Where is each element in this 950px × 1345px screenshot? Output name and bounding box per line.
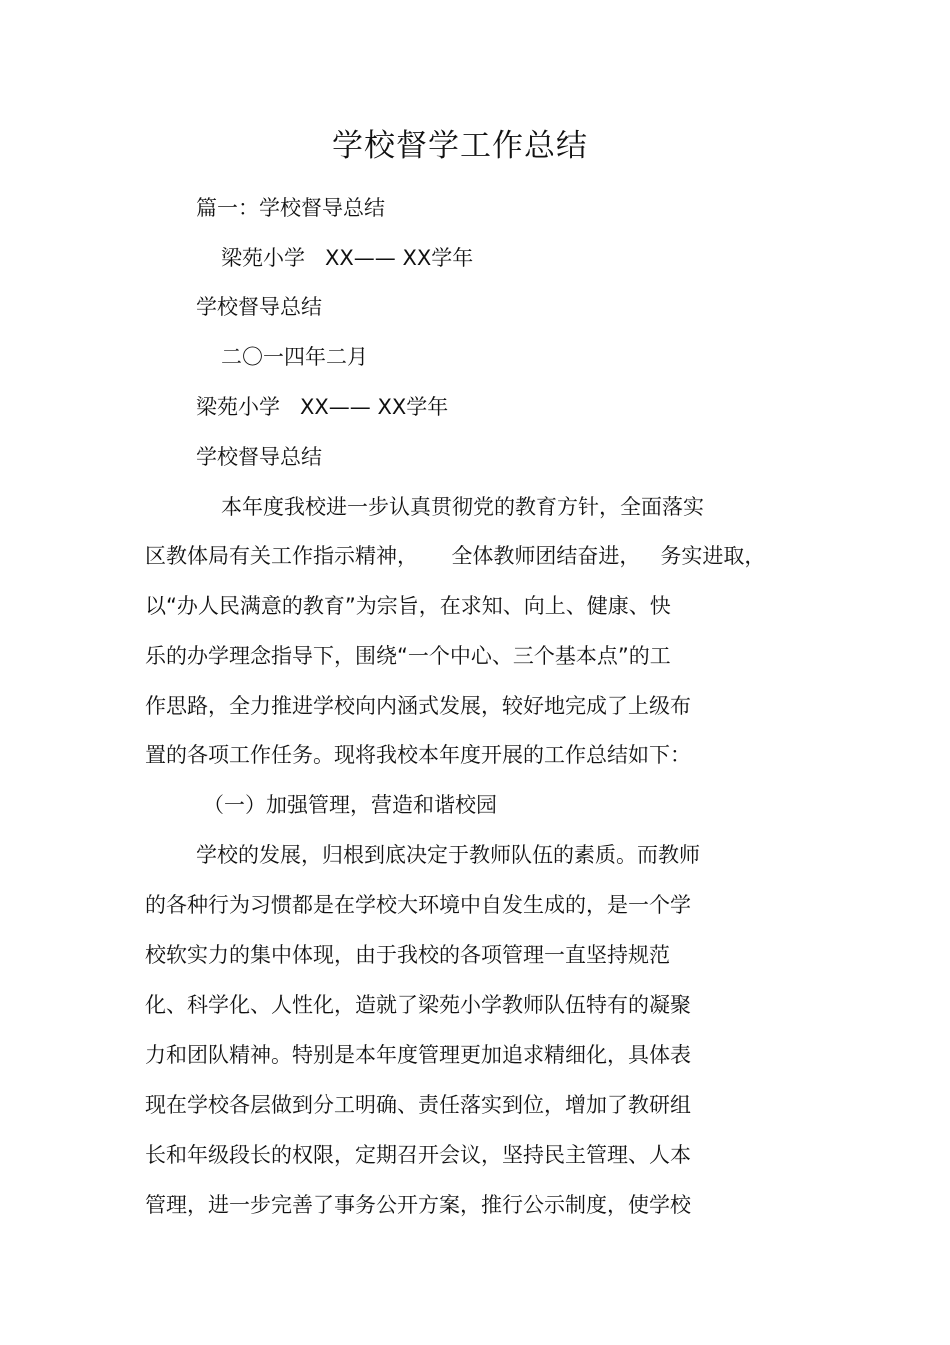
text-line: 乐的办学理念指导下，围绕“一个中心、三个基本点”的工: [145, 644, 671, 668]
text-line: 作思路，全力推进学校向内涵式发展，较好地完成了上级布: [145, 694, 691, 718]
text-line: 长和年级段长的权限，定期召开会议，坚持民主管理、人本: [145, 1143, 691, 1167]
text-line: 二〇一四年二月: [221, 345, 368, 369]
text-line: 篇一：学校督导总结: [196, 196, 385, 220]
text-line: 学校督导总结: [196, 295, 322, 319]
text-line: 梁苑小学 XX—— XX学年: [221, 246, 474, 270]
document-title: 学校督学工作总结: [332, 128, 588, 164]
text-line: 现在学校各层做到分工明确、责任落实到位，增加了教研组: [145, 1093, 691, 1117]
section-heading: （一）加强管理，营造和谐校园: [203, 793, 497, 817]
text-line: 学校的发展，归根到底决定于教师队伍的素质。而教师: [196, 843, 700, 867]
text-line: 学校督导总结: [196, 445, 322, 469]
text-line: 校软实力的集中体现，由于我校的各项管理一直坚持规范: [145, 943, 670, 967]
text-line: 置的各项工作任务。现将我校本年度开展的工作总结如下：: [145, 743, 691, 767]
text-line: 本年度我校进一步认真贯彻党的教育方针，全面落实: [221, 495, 704, 519]
text-line: 的各种行为习惯都是在学校大环境中自发生成的，是一个学: [145, 893, 691, 917]
text-line: 力和团队精神。特别是本年度管理更加追求精细化，具体表: [145, 1043, 691, 1067]
text-line: 化、科学化、人性化，造就了梁苑小学教师队伍特有的凝聚: [145, 993, 691, 1017]
text-line: 以“办人民满意的教育”为宗旨，在求知、向上、健康、快: [145, 594, 671, 618]
text-line: 梁苑小学 XX—— XX学年: [196, 395, 449, 419]
text-line: 管理，进一步完善了事务公开方案，推行公示制度，使学校: [145, 1193, 691, 1217]
text-line: 区教体局有关工作指示精神， 全体教师团结奋进， 务实进取，: [145, 544, 766, 568]
